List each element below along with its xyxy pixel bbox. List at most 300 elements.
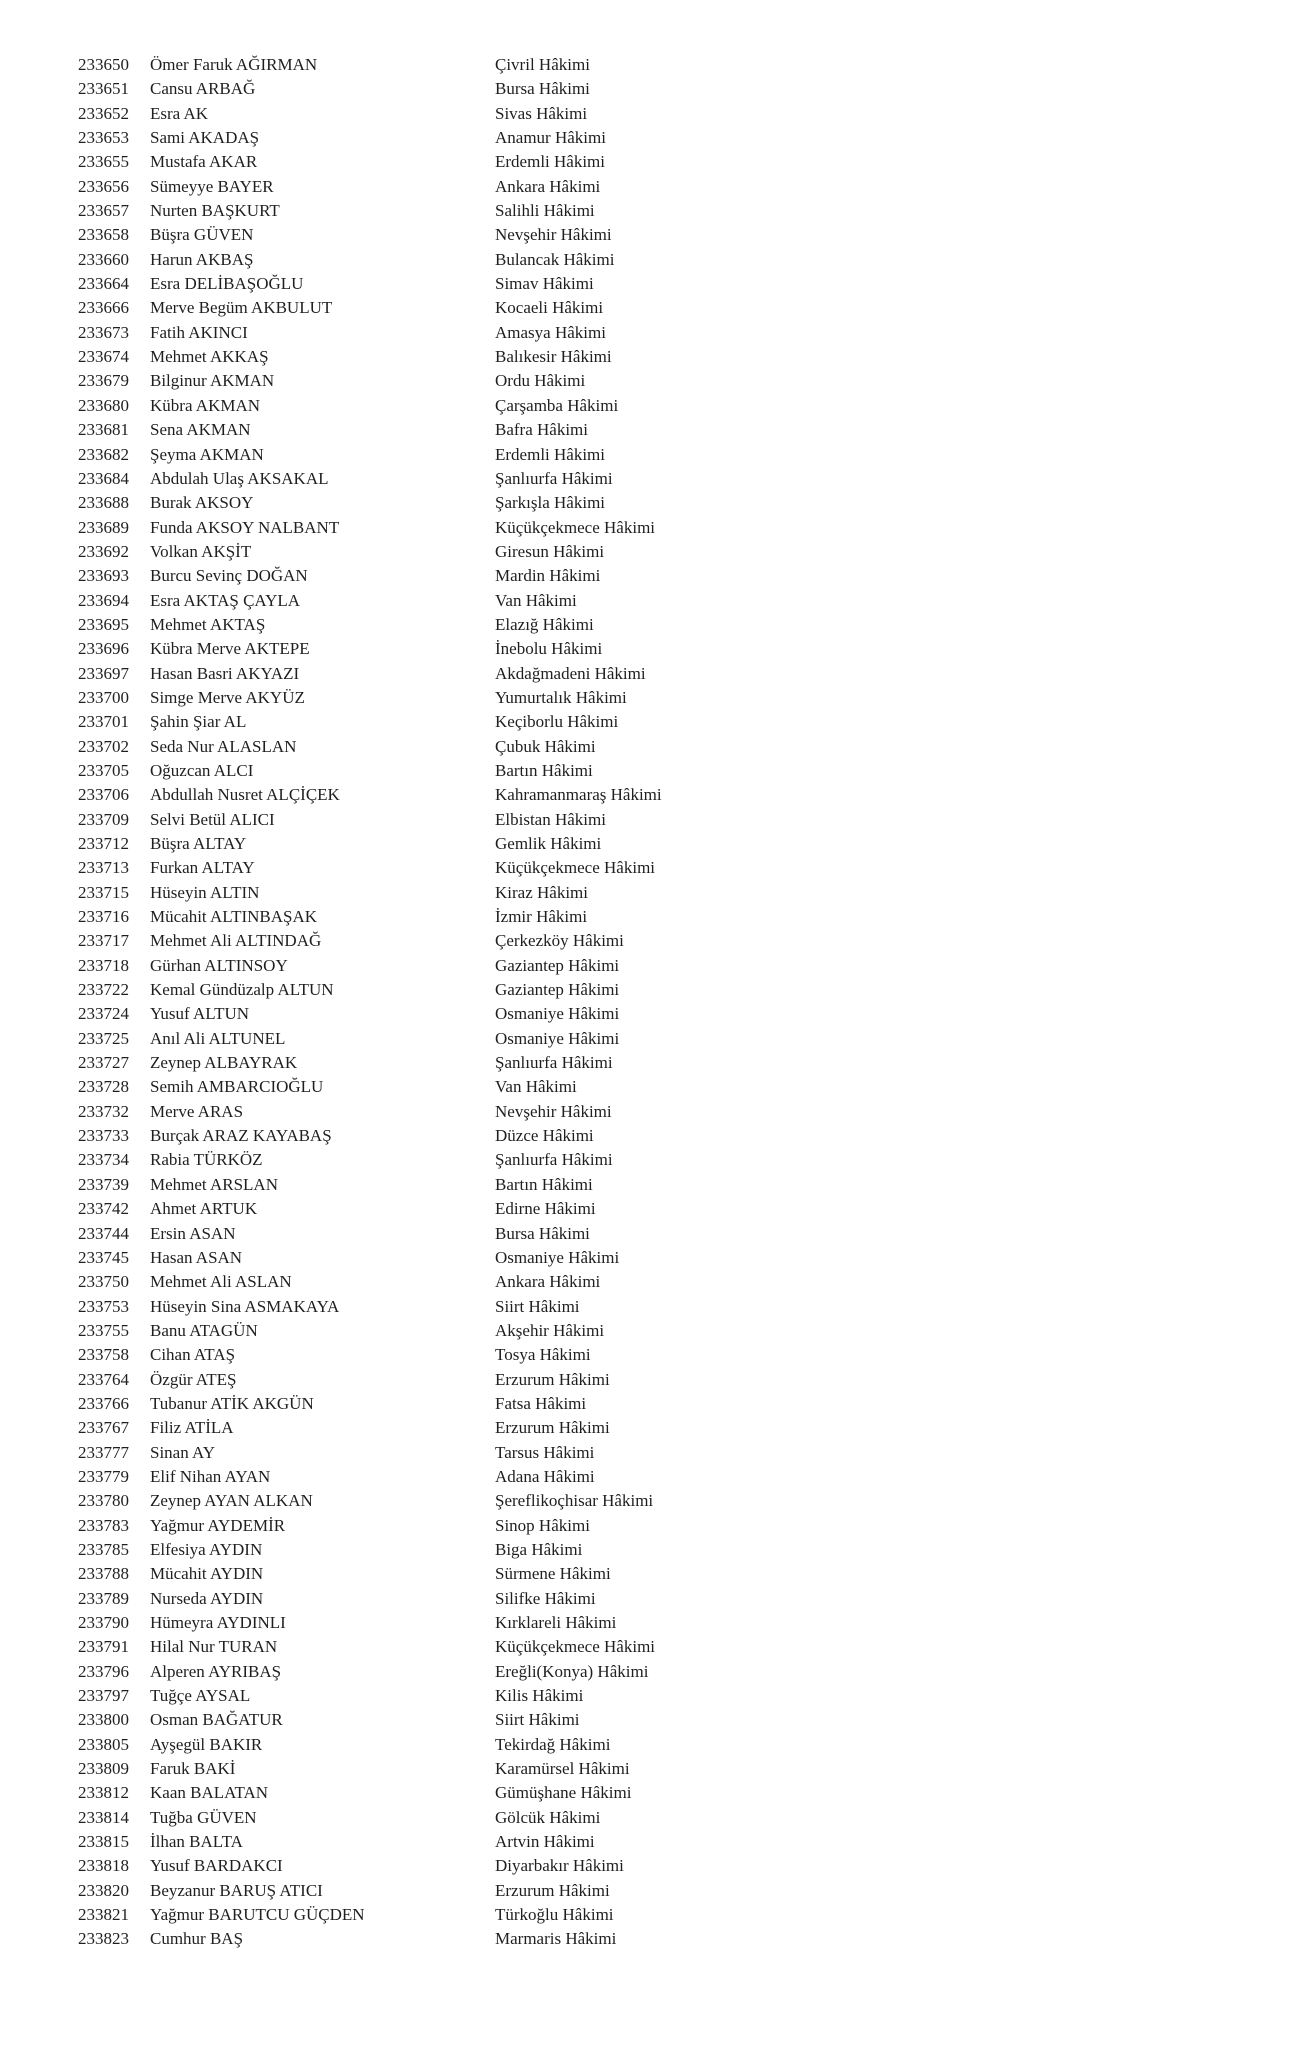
- judge-name: Tuğba GÜVEN: [150, 1807, 257, 1827]
- judge-name: Mustafa AKAR: [150, 152, 258, 172]
- duty-title: Silifke Hâkimi: [495, 1588, 596, 1608]
- judge-name: Mehmet Ali ASLAN: [150, 1272, 292, 1292]
- registry-number: 233688: [78, 493, 129, 513]
- table-row: [0, 1465, 1303, 1489]
- registry-number: 233777: [78, 1442, 129, 1462]
- judge-name: Kübra AKMAN: [150, 395, 261, 415]
- registry-number: 233744: [78, 1223, 129, 1243]
- registry-number: 233779: [78, 1466, 129, 1486]
- table-row: [0, 394, 1303, 418]
- judge-name: Tuğçe AYSAL: [150, 1686, 251, 1706]
- duty-title: Biga Hâkimi: [495, 1539, 583, 1559]
- judge-name: Mehmet ARSLAN: [150, 1174, 278, 1194]
- judge-name: Abdullah Nusret ALÇİÇEK: [150, 785, 340, 805]
- judge-name: Hasan Basri AKYAZI: [150, 663, 300, 683]
- table-row: [0, 954, 1303, 978]
- registry-number: 233722: [78, 980, 129, 1000]
- table-row: [0, 1854, 1303, 1878]
- duty-title: Bafra Hâkimi: [495, 420, 588, 440]
- table-row: [0, 296, 1303, 320]
- judge-name: Özgür ATEŞ: [150, 1369, 237, 1389]
- duty-title: Sinop Hâkimi: [495, 1515, 590, 1535]
- table-row: [0, 53, 1303, 77]
- duty-title: Çerkezköy Hâkimi: [495, 931, 624, 951]
- judge-name: Yusuf BARDAKCI: [150, 1856, 283, 1876]
- registry-number: 233692: [78, 541, 129, 561]
- registry-number: 233750: [78, 1272, 129, 1292]
- table-row: [0, 1562, 1303, 1586]
- registry-number: 233712: [78, 834, 129, 853]
- duty-title: Adana Hâkimi: [495, 1466, 595, 1486]
- table-row: [0, 467, 1303, 491]
- table-row: [0, 929, 1303, 953]
- registry-number: 233745: [78, 1247, 129, 1267]
- judge-name: Ayşegül BAKIR: [150, 1734, 263, 1754]
- duty-title: Anamur Hâkimi: [495, 128, 606, 148]
- registry-number: 233653: [78, 128, 129, 148]
- duty-title: Ankara Hâkimi: [495, 176, 601, 196]
- duty-title: Ereğli(Konya) Hâkimi: [495, 1661, 649, 1681]
- judge-name: Yusuf ALTUN: [150, 1004, 250, 1024]
- table-row: [0, 272, 1303, 296]
- table-row: [0, 710, 1303, 734]
- registry-number: 233732: [78, 1101, 129, 1121]
- table-row: [0, 1660, 1303, 1684]
- judge-name: Yağmur AYDEMİR: [150, 1515, 286, 1535]
- registry-number: 233755: [78, 1320, 129, 1340]
- registry-number: 233783: [78, 1515, 129, 1535]
- table-row: [0, 369, 1303, 393]
- duty-title: Gümüşhane Hâkimi: [495, 1783, 632, 1803]
- registry-number: 233713: [78, 858, 129, 878]
- duty-title: Elazığ Hâkimi: [495, 614, 594, 634]
- table-row: [0, 1441, 1303, 1465]
- registry-number: 233693: [78, 566, 129, 586]
- registry-number: 233673: [78, 322, 129, 342]
- judge-name: Zeynep ALBAYRAK: [150, 1053, 298, 1073]
- table-row: [0, 832, 1303, 856]
- judge-name: Yağmur BARUTCU GÜÇDEN: [150, 1905, 365, 1925]
- registry-number: 233791: [78, 1637, 129, 1657]
- duty-title: Van Hâkimi: [495, 590, 577, 610]
- duty-title: Gölcük Hâkimi: [495, 1807, 601, 1827]
- judge-name: Seda Nur ALASLAN: [150, 736, 297, 756]
- table-row: [0, 77, 1303, 101]
- table-row: [0, 418, 1303, 442]
- table-row: [0, 102, 1303, 126]
- judge-name: Mehmet AKKAŞ: [150, 347, 269, 367]
- duty-title: Bartın Hâkimi: [495, 760, 593, 780]
- duty-title: Bartın Hâkimi: [495, 1174, 593, 1194]
- duty-title: Şanlıurfa Hâkimi: [495, 1053, 613, 1073]
- table-row: [0, 1806, 1303, 1830]
- judge-name: Ersin ASAN: [150, 1223, 236, 1243]
- judge-name: Kübra Merve AKTEPE: [150, 639, 310, 659]
- registry-number: 233796: [78, 1661, 129, 1681]
- registry-number: 233700: [78, 687, 129, 707]
- judge-name: Filiz ATİLA: [150, 1418, 234, 1438]
- duty-title: Giresun Hâkimi: [495, 541, 605, 561]
- judge-name: Banu ATAGÜN: [150, 1320, 258, 1340]
- table-row: [0, 540, 1303, 564]
- registry-number: 233717: [78, 931, 129, 951]
- judge-name: Sena AKMAN: [150, 420, 251, 440]
- judge-name: Esra DELİBAŞOĞLU: [150, 274, 304, 294]
- judge-name: Mücahit AYDIN: [150, 1564, 264, 1584]
- table-row: [0, 1514, 1303, 1538]
- table-row: [0, 1757, 1303, 1781]
- registry-number: 233689: [78, 517, 129, 537]
- table-row: [0, 248, 1303, 272]
- table-row: [0, 1343, 1303, 1367]
- judge-name: Volkan AKŞİT: [150, 541, 252, 561]
- judge-name: Cumhur BAŞ: [150, 1929, 244, 1949]
- registry-number: 233655: [78, 152, 129, 172]
- judge-name: Gürhan ALTINSOY: [150, 955, 288, 975]
- registry-number: 233739: [78, 1174, 129, 1194]
- registry-number: 233818: [78, 1856, 129, 1876]
- registry-number: 233706: [78, 785, 129, 805]
- table-row: [0, 1708, 1303, 1732]
- table-row: [0, 1173, 1303, 1197]
- judge-name: Oğuzcan ALCI: [150, 760, 254, 780]
- duty-title: Yumurtalık Hâkimi: [495, 687, 627, 707]
- judge-name: Elif Nihan AYAN: [150, 1466, 271, 1486]
- judge-name: Burçak ARAZ KAYABAŞ: [150, 1126, 332, 1146]
- duty-title: Tosya Hâkimi: [495, 1345, 591, 1365]
- duty-title: Diyarbakır Hâkimi: [495, 1856, 624, 1876]
- judge-name: Beyzanur BARUŞ ATICI: [150, 1880, 323, 1900]
- duty-title: Osmaniye Hâkimi: [495, 1247, 620, 1267]
- judge-name: Mehmet AKTAŞ: [150, 614, 266, 634]
- registry-number: 233650: [78, 55, 129, 74]
- duty-title: Nevşehir Hâkimi: [495, 1101, 612, 1121]
- table-row: [0, 783, 1303, 807]
- duty-title: Siirt Hâkimi: [495, 1296, 580, 1316]
- duty-title: Bursa Hâkimi: [495, 79, 590, 99]
- registry-number: 233715: [78, 882, 129, 902]
- registry-number: 233785: [78, 1539, 129, 1559]
- duty-title: Kırklareli Hâkimi: [495, 1613, 617, 1632]
- judge-name: Elfesiya AYDIN: [150, 1539, 263, 1559]
- judge-name: Ömer Faruk AĞIRMAN: [150, 55, 318, 74]
- table-row: [0, 321, 1303, 345]
- judge-name: Furkan ALTAY: [150, 858, 255, 878]
- table-row: [0, 223, 1303, 247]
- duty-title: Keçiborlu Hâkimi: [495, 712, 619, 732]
- duty-title: Çivril Hâkimi: [495, 55, 590, 74]
- registry-number: 233680: [78, 395, 129, 415]
- table-row: [0, 808, 1303, 832]
- table-row: [0, 1148, 1303, 1172]
- registry-number: 233734: [78, 1150, 129, 1170]
- table-row: [0, 1075, 1303, 1099]
- duty-title: Bursa Hâkimi: [495, 1223, 590, 1243]
- table-row: [0, 1319, 1303, 1343]
- judge-name: Hasan ASAN: [150, 1247, 243, 1267]
- judge-name: Fatih AKINCI: [150, 322, 248, 342]
- duty-title: Şanlıurfa Hâkimi: [495, 1150, 613, 1170]
- judge-name: Büşra GÜVEN: [150, 225, 254, 245]
- registry-number: 233657: [78, 201, 129, 221]
- judge-name: Cansu ARBAĞ: [150, 79, 256, 99]
- table-row: [0, 1100, 1303, 1124]
- registry-number: 233694: [78, 590, 129, 610]
- registry-number: 233814: [78, 1807, 129, 1827]
- registry-number: 233681: [78, 420, 129, 440]
- judge-name: Cihan ATAŞ: [150, 1345, 236, 1365]
- table-row: [0, 978, 1303, 1002]
- registry-number: 233820: [78, 1880, 129, 1900]
- judge-name: Harun AKBAŞ: [150, 249, 254, 269]
- judge-name: Bilginur AKMAN: [150, 371, 275, 391]
- duty-title: Kocaeli Hâkimi: [495, 298, 604, 318]
- table-row: [0, 516, 1303, 540]
- table-row: [0, 443, 1303, 467]
- duty-title: Erzurum Hâkimi: [495, 1880, 610, 1900]
- registry-number: 233780: [78, 1491, 129, 1511]
- duty-title: Ordu Hâkimi: [495, 371, 586, 391]
- duty-title: Bulancak Hâkimi: [495, 249, 615, 269]
- judge-name: Esra AKTAŞ ÇAYLA: [150, 590, 301, 610]
- registry-number: 233724: [78, 1004, 129, 1024]
- table-row: [0, 686, 1303, 710]
- table-row: [0, 1489, 1303, 1513]
- duty-title: Çarşamba Hâkimi: [495, 395, 619, 415]
- registry-number: 233790: [78, 1613, 129, 1632]
- duty-title: Mardin Hâkimi: [495, 566, 601, 586]
- table-row: [0, 564, 1303, 588]
- registry-number: 233697: [78, 663, 129, 683]
- judge-name: Hüseyin Sina ASMAKAYA: [150, 1296, 340, 1316]
- duty-title: Erdemli Hâkimi: [495, 152, 606, 172]
- duty-title: Ankara Hâkimi: [495, 1272, 601, 1292]
- table-row: [0, 1051, 1303, 1075]
- table-row: [0, 1611, 1303, 1635]
- duty-title: Akşehir Hâkimi: [495, 1320, 605, 1340]
- duty-title: Balıkesir Hâkimi: [495, 347, 612, 367]
- duty-title: Kiraz Hâkimi: [495, 882, 588, 902]
- table-row: [0, 1124, 1303, 1148]
- judge-name: Rabia TÜRKÖZ: [150, 1150, 263, 1170]
- judge-name: Hüseyin ALTIN: [150, 882, 260, 902]
- judge-name: Büşra ALTAY: [150, 834, 247, 853]
- table-row: [0, 1538, 1303, 1562]
- duty-title: Amasya Hâkimi: [495, 322, 606, 342]
- duty-title: Osmaniye Hâkimi: [495, 1028, 620, 1048]
- registry-number: 233815: [78, 1832, 129, 1852]
- registry-number: 233651: [78, 79, 129, 99]
- table-row: [0, 1222, 1303, 1246]
- registry-number: 233823: [78, 1929, 129, 1949]
- registry-number: 233788: [78, 1564, 129, 1584]
- judge-name: Şahin Şiar AL: [150, 712, 247, 732]
- duty-title: Düzce Hâkimi: [495, 1126, 594, 1146]
- table-row: [0, 759, 1303, 783]
- registry-number: 233684: [78, 468, 129, 488]
- registry-number: 233821: [78, 1905, 129, 1925]
- table-row: [0, 1368, 1303, 1392]
- registry-number: 233666: [78, 298, 129, 318]
- table-row: [0, 1246, 1303, 1270]
- registry-number: 233679: [78, 371, 129, 391]
- registry-number: 233702: [78, 736, 129, 756]
- judge-name: Osman BAĞATUR: [150, 1710, 283, 1730]
- table-row: [0, 1635, 1303, 1659]
- duty-title: Erzurum Hâkimi: [495, 1418, 610, 1438]
- judge-name: Esra AK: [150, 103, 209, 123]
- judge-name: Hilal Nur TURAN: [150, 1637, 278, 1657]
- registry-number: 233674: [78, 347, 129, 367]
- duty-title: Gemlik Hâkimi: [495, 834, 602, 853]
- registry-number: 233705: [78, 760, 129, 780]
- table-row: [0, 905, 1303, 929]
- duty-title: Nevşehir Hâkimi: [495, 225, 612, 245]
- judge-name: Selvi Betül ALICI: [150, 809, 275, 829]
- judge-name: Ahmet ARTUK: [150, 1199, 258, 1219]
- duty-title: Şanlıurfa Hâkimi: [495, 468, 613, 488]
- table-row: [0, 150, 1303, 174]
- registry-number: 233716: [78, 907, 129, 927]
- table-row: [0, 637, 1303, 661]
- registry-number: 233725: [78, 1028, 129, 1048]
- table-row: [0, 881, 1303, 905]
- duty-title: Gaziantep Hâkimi: [495, 955, 620, 975]
- registry-number: 233789: [78, 1588, 129, 1608]
- judge-name: Funda AKSOY NALBANT: [150, 517, 340, 537]
- duty-title: Küçükçekmece Hâkimi: [495, 858, 656, 878]
- judge-name: Nurseda AYDIN: [150, 1588, 264, 1608]
- judge-list: [0, 53, 1303, 1952]
- table-row: [0, 1587, 1303, 1611]
- table-row: [0, 126, 1303, 150]
- duty-title: Tekirdağ Hâkimi: [495, 1734, 611, 1754]
- duty-title: Şarkışla Hâkimi: [495, 493, 606, 513]
- duty-title: İnebolu Hâkimi: [495, 639, 603, 659]
- duty-title: Karamürsel Hâkimi: [495, 1759, 630, 1779]
- duty-title: Elbistan Hâkimi: [495, 809, 606, 829]
- judge-name: Anıl Ali ALTUNEL: [150, 1028, 286, 1048]
- registry-number: 233660: [78, 249, 129, 269]
- duty-title: Gaziantep Hâkimi: [495, 980, 620, 1000]
- registry-number: 233664: [78, 274, 129, 294]
- judge-name: Sinan AY: [150, 1442, 216, 1462]
- registry-number: 233766: [78, 1393, 129, 1413]
- duty-title: İzmir Hâkimi: [495, 907, 588, 927]
- registry-number: 233764: [78, 1369, 129, 1389]
- judge-name: Sami AKADAŞ: [150, 128, 260, 148]
- table-row: [0, 1879, 1303, 1903]
- duty-title: Simav Hâkimi: [495, 274, 594, 294]
- judge-name: Semih AMBARCIOĞLU: [150, 1077, 324, 1097]
- duty-title: Sivas Hâkimi: [495, 103, 588, 123]
- table-row: [0, 345, 1303, 369]
- registry-number: 233733: [78, 1126, 129, 1146]
- judge-name: Merve ARAS: [150, 1101, 244, 1121]
- duty-title: Çubuk Hâkimi: [495, 736, 596, 756]
- duty-title: Küçükçekmece Hâkimi: [495, 1637, 656, 1657]
- registry-number: 233805: [78, 1734, 129, 1754]
- duty-title: Şereflikoçhisar Hâkimi: [495, 1491, 654, 1511]
- judge-name: Zeynep AYAN ALKAN: [150, 1491, 313, 1511]
- duty-title: Küçükçekmece Hâkimi: [495, 517, 656, 537]
- duty-title: Erzurum Hâkimi: [495, 1369, 610, 1389]
- table-row: [0, 1270, 1303, 1294]
- table-row: [0, 1027, 1303, 1051]
- judge-name: Burak AKSOY: [150, 493, 254, 513]
- judge-name: Tubanur ATİK AKGÜN: [150, 1393, 314, 1413]
- table-row: [0, 1903, 1303, 1927]
- judge-name: Kemal Gündüzalp ALTUN: [150, 980, 334, 1000]
- judge-name: Kaan BALATAN: [150, 1783, 269, 1803]
- judge-name: Burcu Sevinç DOĞAN: [150, 566, 308, 586]
- registry-number: 233728: [78, 1077, 129, 1097]
- duty-title: Sürmene Hâkimi: [495, 1564, 611, 1584]
- duty-title: Van Hâkimi: [495, 1077, 577, 1097]
- judge-name: Merve Begüm AKBULUT: [150, 298, 333, 318]
- table-row: [0, 199, 1303, 223]
- duty-title: Akdağmadeni Hâkimi: [495, 663, 646, 683]
- judge-name: Nurten BAŞKURT: [150, 201, 280, 221]
- table-row: [0, 589, 1303, 613]
- duty-title: Osmaniye Hâkimi: [495, 1004, 620, 1024]
- table-row: [0, 1197, 1303, 1221]
- registry-number: 233718: [78, 955, 129, 975]
- table-row: [0, 1781, 1303, 1805]
- table-row: [0, 1416, 1303, 1440]
- table-row: [0, 1002, 1303, 1026]
- judge-name: Abdulah Ulaş AKSAKAL: [150, 468, 329, 488]
- registry-number: 233656: [78, 176, 129, 196]
- duty-title: Siirt Hâkimi: [495, 1710, 580, 1730]
- table-row: [0, 1392, 1303, 1416]
- registry-number: 233753: [78, 1296, 129, 1316]
- table-row: [0, 1927, 1303, 1951]
- judge-name: Hümeyra AYDINLI: [150, 1613, 286, 1632]
- table-row: [0, 175, 1303, 199]
- registry-number: 233652: [78, 103, 129, 123]
- judge-name: Faruk BAKİ: [150, 1759, 236, 1779]
- registry-number: 233758: [78, 1345, 129, 1365]
- registry-number: 233767: [78, 1418, 129, 1438]
- table-row: [0, 613, 1303, 637]
- duty-title: Erdemli Hâkimi: [495, 444, 606, 464]
- table-row: [0, 735, 1303, 759]
- table-row: [0, 1295, 1303, 1319]
- duty-title: Edirne Hâkimi: [495, 1199, 596, 1219]
- registry-number: 233701: [78, 712, 129, 732]
- duty-title: Kahramanmaraş Hâkimi: [495, 785, 662, 805]
- judge-name: İlhan BALTA: [150, 1832, 243, 1852]
- registry-number: 233809: [78, 1759, 129, 1779]
- duty-title: Artvin Hâkimi: [495, 1832, 595, 1852]
- table-row: [0, 1684, 1303, 1708]
- registry-number: 233695: [78, 614, 129, 634]
- registry-number: 233742: [78, 1199, 129, 1219]
- registry-number: 233696: [78, 639, 129, 659]
- duty-title: Fatsa Hâkimi: [495, 1393, 587, 1413]
- registry-number: 233658: [78, 225, 129, 245]
- judge-name: Şeyma AKMAN: [150, 444, 264, 464]
- registry-number: 233797: [78, 1686, 129, 1706]
- table-row: [0, 662, 1303, 686]
- registry-number: 233709: [78, 809, 129, 829]
- judge-name: Mücahit ALTINBAŞAK: [150, 907, 318, 927]
- duty-title: Kilis Hâkimi: [495, 1686, 584, 1706]
- registry-number: 233682: [78, 444, 129, 464]
- judge-name: Alperen AYRIBAŞ: [150, 1661, 282, 1681]
- table-row: [0, 1830, 1303, 1854]
